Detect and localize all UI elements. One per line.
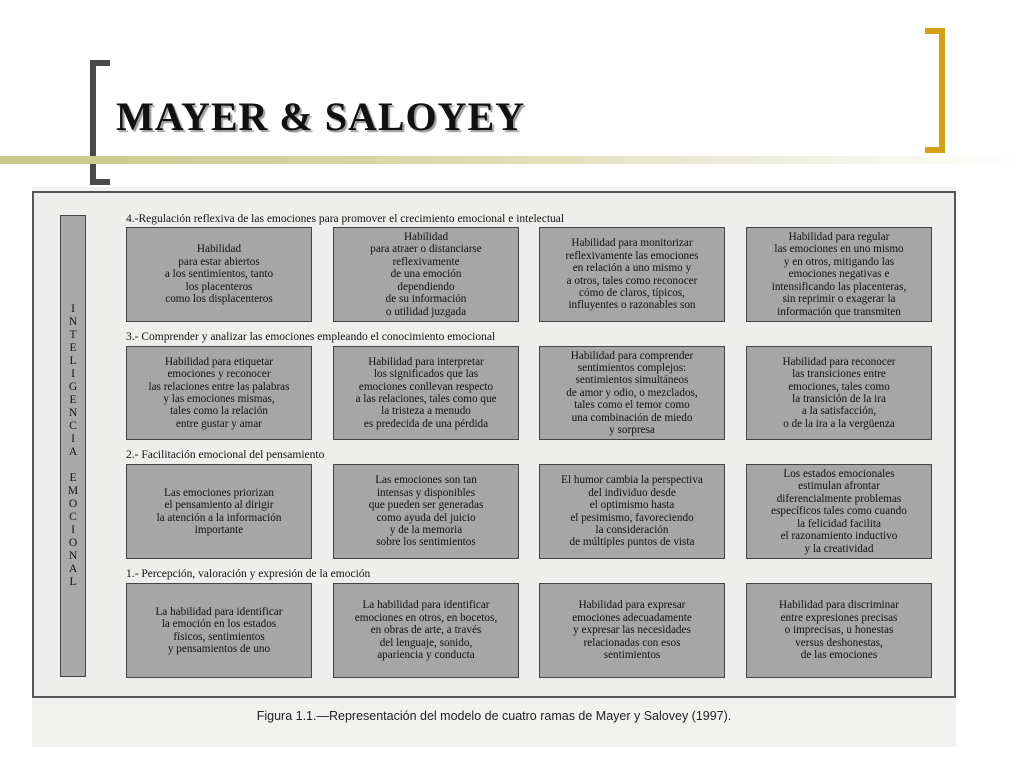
vertical-label-letter: O <box>68 537 78 549</box>
ability-box <box>333 346 519 440</box>
ability-text: Las emociones priorizan el pensamiento al dirigir la atención a la información importante <box>156 486 282 536</box>
ability-box <box>333 464 519 559</box>
ability-box <box>746 464 932 559</box>
vertical-label-letter: I <box>71 303 75 315</box>
slide-title: MAYER & SALOYEY <box>116 94 526 139</box>
vertical-label-inteligencia-emocional <box>60 215 86 677</box>
ability-text: Habilidad para etiquetar emociones y reconocer las relaciones entre las palabras y las emociones mismas, tales como la relación entre gustar y amar <box>148 355 290 430</box>
vertical-label-letter: C <box>69 420 77 432</box>
vertical-label-letter: E <box>69 394 77 406</box>
vertical-label-letter: E <box>69 342 77 354</box>
ability-box <box>333 583 519 678</box>
ability-text: Habilidad para reconocer las transiciones entre emociones, tales como la transición de la ira a la satisfacción, o de la ira a la vergüenza <box>782 355 896 430</box>
branch-label-4: 4.-Regulación reflexiva de las emociones para promover el crecimiento emocional e intelectual <box>126 213 565 225</box>
vertical-label-letter: L <box>69 576 77 588</box>
ability-box <box>539 464 725 559</box>
vertical-label-letter: M <box>67 485 79 497</box>
branch-label-1: 1.- Percepción, valoración y expresión de la emoción <box>126 568 371 580</box>
scanned-figure <box>32 187 956 747</box>
ability-text: Habilidad para monitorizar reflexivamente las emociones en relación a uno mismo y a otros, tales como reconocer cómo de claros, típicos, influyentes o razonables son <box>565 237 699 312</box>
vertical-label-letter: I <box>71 368 75 380</box>
vertical-label-letter: N <box>68 316 78 328</box>
right-bracket-decoration <box>925 28 945 153</box>
ability-text: Habilidad para estar abiertos a los sentimientos, tanto los placenteros como los displacenteros <box>164 243 274 306</box>
branch-label-2: 2.- Facilitación emocional del pensamiento <box>126 449 325 461</box>
ability-text: El humor cambia la perspectiva del individuo desde el optimismo hasta el pesimismo, favoreciendo la consideración de múltiples puntos de vista <box>561 474 703 549</box>
ability-text: Habilidad para expresar emociones adecuadamente y expresar las necesidades relacionadas con esos sentimientos <box>572 599 692 662</box>
vertical-label-letter: T <box>69 329 77 341</box>
ability-text: Habilidad para comprender sentimientos complejos: sentimientos simultáneos de amor y odio, o mezclados, tales como el temor como una combinación de miedo y sorpresa <box>566 349 698 437</box>
vertical-label-letter: A <box>68 446 78 458</box>
ability-text: Habilidad para discriminar entre expresiones precisas o imprecisas, u honestas versus deshonestas, de las emociones <box>779 599 899 662</box>
ability-text: Habilidad para regular las emociones en uno mismo y en otros, mitigando las emociones negativas e intensificando las placenteras, sin reprimir o exagerar la información que transmiten <box>771 231 907 318</box>
ability-box <box>126 227 312 322</box>
vertical-label-letter: G <box>68 381 78 393</box>
vertical-label-letter: I <box>71 524 75 536</box>
ability-box <box>126 464 312 559</box>
figure-caption: Figura 1.1.—Representación del modelo de cuatro ramas de Mayer y Salovey (1997). <box>256 709 732 723</box>
vertical-label-letter: L <box>69 355 77 367</box>
ability-box <box>746 583 932 678</box>
ability-box <box>746 346 932 440</box>
ability-box <box>539 227 725 322</box>
ability-text: Los estados emocionales estimulan afrontar diferencialmente problemas específicos tales como cuando la felicidad facilita el razonamiento inductivo y la creatividad <box>771 468 907 555</box>
vertical-label-letter: A <box>68 563 78 575</box>
ability-text: Las emociones son tan intensas y disponibles que pueden ser generadas como ayuda del juicio y de la memoria sobre los sentimientos <box>368 474 484 549</box>
title-accent-line <box>0 156 1024 164</box>
vertical-label-letter: I <box>71 433 75 445</box>
ability-text: Habilidad para atraer o distanciarse reflexivamente de una emoción dependiendo de su información o utilidad juzgada <box>370 231 482 318</box>
vertical-label-letter: E <box>69 472 77 484</box>
vertical-label-letter: C <box>69 511 77 523</box>
ability-text: Habilidad para interpretar los significados que las emociones conllevan respecto a las relaciones, tales como que la tristeza a menudo es predecida de una pérdida <box>355 355 497 430</box>
ability-box <box>539 346 725 440</box>
figure-frame <box>32 191 956 698</box>
ability-text: La habilidad para identificar emociones en otros, en bocetos, en obras de arte, a través del lenguaje, sonido, apariencia y conducta <box>354 599 498 662</box>
ability-box <box>746 227 932 322</box>
ability-text: La habilidad para identificar la emoción en los estados físicos, sentimientos y pensamientos de uno <box>155 605 283 655</box>
ability-box <box>126 583 312 678</box>
branch-label-3: 3.- Comprender y analizar las emociones empleando el conocimiento emocional <box>126 331 496 343</box>
left-bracket-decoration <box>90 60 110 185</box>
vertical-label-letter: N <box>68 407 78 419</box>
ability-box <box>126 346 312 440</box>
vertical-label-letter: N <box>68 550 78 562</box>
ability-box <box>333 227 519 322</box>
vertical-label-letter: O <box>68 498 78 510</box>
ability-box <box>539 583 725 678</box>
